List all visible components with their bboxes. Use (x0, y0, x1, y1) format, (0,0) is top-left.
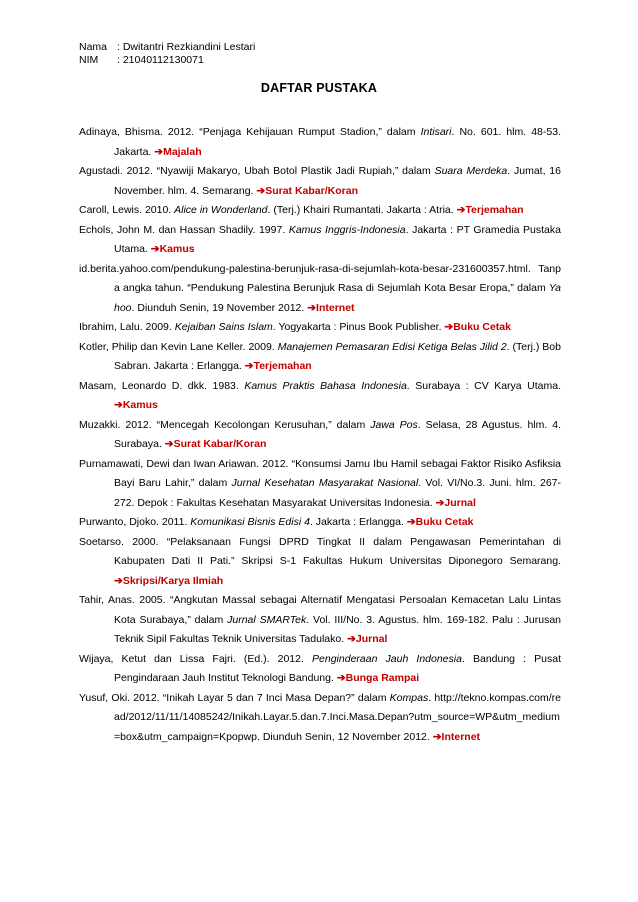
ref-text: Wijaya, Ketut dan Lissa Fajri. (Ed.). 2012. (79, 652, 313, 665)
ref-text: Caroll, Lewis. 2010. (79, 204, 175, 216)
category-label: Bunga Rampai (345, 672, 420, 684)
ref-text: id.berita.yahoo.com/pendukung-palestina-berunjuk-rasa-di-sejumlah-kota-besar-231600357.html. Tanpa angka tahun. “Pendukung Palestina Berunjuk Rasa di Sejumlah Kota Besar Eropa,” dalam (79, 262, 561, 294)
arrow-right-icon: ➔ (114, 399, 123, 411)
ref-text-post: . Vol. III/No. 3. Agustus. hlm. 169-182. Palu : Jurusan Teknik Sipil Fakultas Teknik Universitas Tadulako. (114, 613, 561, 645)
ref-text-post: . Jumat, 16 November. hlm. 4. Semarang. (114, 165, 561, 197)
category-tag (347, 633, 387, 645)
reference-entry (79, 162, 561, 201)
arrow-right-icon: ➔ (406, 516, 416, 528)
category-label: Jurnal (355, 633, 388, 645)
category-label: Terjemahan (253, 360, 312, 372)
reference-entry (79, 123, 561, 162)
category-tag (436, 497, 476, 509)
category-tag (407, 516, 474, 528)
reference-entry (79, 689, 561, 748)
arrow-right-icon: ➔ (114, 574, 123, 587)
category-tag (433, 731, 480, 743)
ref-text: Yusuf, Oki. 2012. “Inikah Layar 5 dan 7 Inci Masa Depan?” dalam (79, 691, 390, 704)
category-label: Internet (441, 730, 481, 743)
arrow-right-icon: ➔ (244, 360, 254, 372)
arrow-right-icon: ➔ (150, 243, 160, 255)
ref-text-post: . (Terj.) Bob Sabran. Jakarta : Erlangga. (114, 340, 561, 372)
category-label: Terjemahan (465, 204, 524, 216)
arrow-right-icon: ➔ (435, 496, 445, 509)
reference-list (79, 123, 561, 747)
ref-source-title: Kamus Inggris-Indonesia (288, 223, 406, 236)
ref-text-post: . Surabaya : CV Karya Utama. (406, 379, 562, 392)
category-tag (444, 321, 511, 333)
category-label: Kamus (122, 399, 158, 411)
ref-source-title: Manajemen Pemasaran Edisi Ketiga Belas Jilid 2 (277, 340, 507, 353)
ref-text-post: . Vol. VI/No.3. Juni. hlm. 267-272. Depok : Fakultas Kesehatan Masyarakat Universitas Indonesia. (114, 477, 561, 509)
ref-source-title: Jurnal SMARTek (227, 613, 307, 626)
ref-text: Echols, John M. dan Hassan Shadily. 1997. (79, 223, 289, 236)
ref-text: Soetarso. 2000. “Pelaksanaan Fungsi DPRD Tingkat II dalam Pengawasan Pemerintahan di Kabupaten Dati II Pati.” Skripsi S-1 Fakultas Hukum Universitas Diponegoro Semarang. (79, 535, 561, 567)
ref-text-post: . No. 601. hlm. 48-53. Jakarta. (114, 126, 561, 158)
ref-text-post: . Diunduh Senin, 19 November 2012. (131, 301, 308, 314)
ref-text: Masam, Leonardo D. dkk. 1983. (79, 379, 245, 392)
category-label: Surat Kabar/Koran (173, 438, 267, 450)
category-tag (114, 399, 158, 411)
ref-source-title: Komunikasi Bisnis Edisi 4 (190, 516, 310, 528)
arrow-right-icon: ➔ (164, 438, 174, 450)
reference-entry (79, 377, 561, 416)
category-label: Buku Cetak (415, 516, 474, 528)
reference-entry (79, 318, 561, 338)
category-tag (165, 438, 267, 450)
ref-text-post: . Selasa, 28 Agustus. hlm. 4. Surabaya. (114, 418, 562, 450)
category-tag (256, 185, 358, 197)
reference-entry (79, 513, 561, 533)
category-label: Kamus (159, 243, 195, 255)
ref-text-post: . http://tekno.kompas.com/read/2012/11/11/14085242/Inikah.Layar.5.dan.7.Inci.Masa.Depan?utm_source=WP&utm_medium=box&utm_campaign=Kpopwp. Diunduh Senin, 12 November 2012. (114, 691, 561, 743)
nim-label: NIM (79, 54, 99, 66)
reference-entry (79, 338, 561, 377)
ref-text: Adinaya, Bhisma. 2012. “Penjaga Kehijauan Rumput Stadion,” dalam (79, 126, 421, 138)
arrow-right-icon: ➔ (307, 301, 317, 314)
name-label: Nama (79, 41, 108, 53)
ref-text-post: . Bandung : Pusat Pengindaraan Jauh Institut Teknologi Bandung. (114, 652, 562, 684)
reference-entry (79, 591, 561, 650)
ref-text-post: . Yogyakarta : Pinus Book Publisher. (272, 321, 445, 333)
ref-source-title: Alice in Wonderland (174, 204, 268, 216)
ref-source-title: Intisari (420, 126, 452, 138)
arrow-right-icon: ➔ (456, 204, 466, 216)
category-label: Buku Cetak (453, 321, 511, 333)
category-tag (154, 146, 201, 158)
arrow-right-icon: ➔ (444, 321, 454, 333)
ref-source-title: Penginderaan Jauh Indonesia (312, 652, 462, 665)
reference-entry (79, 455, 561, 514)
category-tag (457, 204, 524, 216)
ref-text-post: . Jakarta : Erlangga. (309, 516, 407, 528)
nim-value: : 21040112130071 (117, 54, 204, 66)
name-value: : Dwitantri Rezkiandini Lestari (117, 41, 256, 53)
ref-text: Agustadi. 2012. “Nyawiji Makaryo, Ubah Botol Plastik Jadi Rupiah,” dalam (79, 165, 435, 177)
ref-source-title: Kejaiban Sains Islam (174, 321, 273, 333)
arrow-right-icon: ➔ (347, 633, 356, 645)
arrow-right-icon: ➔ (336, 672, 346, 684)
category-label: Majalah (163, 145, 202, 158)
reference-entry (79, 221, 561, 260)
category-tag (337, 672, 419, 684)
ref-source-title: Jawa Pos (370, 418, 418, 431)
category-label: Surat Kabar/Koran (265, 184, 358, 197)
arrow-right-icon: ➔ (256, 184, 266, 197)
ref-text: Purwanto, Djoko. 2011. (79, 516, 191, 528)
category-tag (245, 360, 312, 372)
reference-entry (79, 260, 561, 319)
ref-text: Muzakki. 2012. “Mencegah Kecolongan Kerusuhan,” dalam (79, 418, 371, 431)
ref-text-post: . Jakarta : PT Gramedia Pustaka Utama. (114, 223, 561, 255)
student-nim-line (79, 54, 204, 67)
ref-text: Ibrahim, Lalu. 2009. (79, 321, 175, 333)
ref-text: Tahir, Anas. 2005. “Angkutan Massal sebagai Alternatif Mengatasi Persoalan Kemacetan Lalu Lintas Kota Surabaya,” dalam (79, 594, 561, 626)
student-name-line (79, 41, 255, 54)
ref-source-title: Kamus Praktis Bahasa Indonesia (244, 379, 407, 392)
category-tag (114, 575, 223, 587)
arrow-right-icon: ➔ (154, 145, 164, 158)
ref-source-title: Kompas (389, 691, 429, 704)
category-label: Internet (316, 301, 355, 314)
ref-text: Purnamawati, Dewi dan Iwan Ariawan. 2012. “Konsumsi Jamu Ibu Hamil sebagai Faktor Risiko Asfiksia Bayi Baru Lahir,” dalam (79, 457, 561, 489)
page-title: DAFTAR PUSTAKA (260, 81, 378, 95)
ref-text-post: . (Terj.) Khairi Rumantati. Jakarta : Atria. (267, 204, 457, 216)
arrow-right-icon: ➔ (432, 730, 442, 743)
category-tag (307, 302, 354, 314)
reference-entry (79, 650, 561, 689)
reference-entry (79, 416, 561, 455)
ref-source-title: Jurnal Kesehatan Masyarakat Nasional (231, 477, 419, 489)
reference-entry (79, 533, 561, 592)
ref-source-title: Suara Merdeka (434, 165, 508, 177)
category-tag (151, 243, 195, 255)
category-label: Skripsi/Karya Ilmiah (122, 574, 224, 587)
ref-source-title: Yahoo (114, 282, 561, 314)
category-label: Jurnal (444, 496, 476, 509)
ref-text: Kotler, Philip dan Kevin Lane Keller. 2009. (79, 340, 278, 353)
reference-entry (79, 201, 561, 221)
